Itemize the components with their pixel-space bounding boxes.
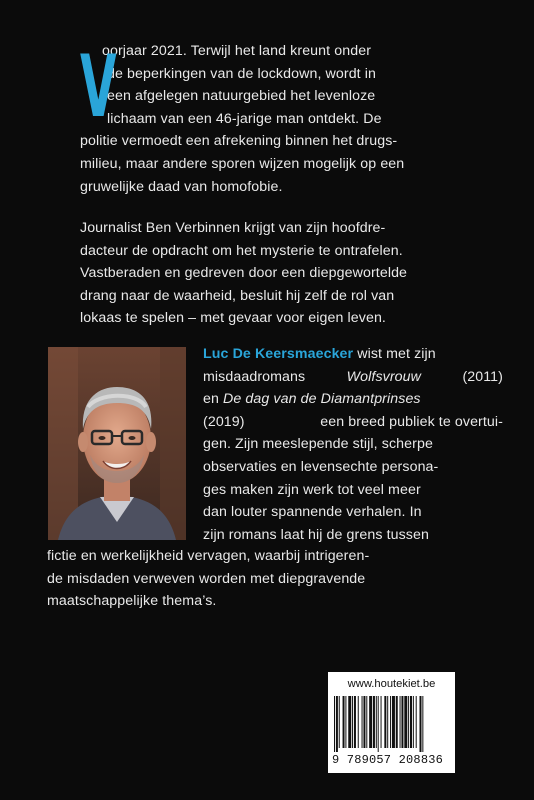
- bio-line: maatschappelijke thema’s.: [47, 593, 217, 610]
- author-bio: [203, 343, 503, 546]
- intro-line: milieu, maar andere sporen wijzen mogelijk op een: [80, 155, 405, 172]
- author-bio-continued: [47, 545, 507, 613]
- bio-line: observaties en levensechte persona-: [203, 458, 439, 475]
- bio-text: misdaadromans: [203, 368, 306, 385]
- author-photo: [48, 347, 186, 540]
- intro-line: politie vermoedt een afrekening binnen het drugs-: [80, 133, 398, 150]
- author-name: Luc De Keersmaecker: [203, 346, 354, 362]
- drop-cap: V: [80, 37, 117, 137]
- intro-line: oorjaar 2021. Terwijl het land kreunt onder: [102, 43, 372, 59]
- plot-line: dacteur de opdracht om het mysterie te ontrafelen.: [80, 242, 403, 259]
- bio-line: de misdaden verweven worden met diepgravende: [47, 570, 366, 587]
- plot-line: Journalist Ben Verbinnen krijgt van zijn hoofdre-: [80, 220, 386, 236]
- publisher-url: www.houtekiet.be: [347, 678, 436, 690]
- bio-line: gen. Zijn meeslepende stijl, scherpe: [203, 436, 433, 453]
- bio-text: (2011): [462, 368, 503, 385]
- barcode-box: [328, 672, 455, 773]
- bio-line: dan louter spannende verhalen. In: [203, 504, 422, 521]
- plot-line: Vastberaden en gedreven door een diepgewortelde: [80, 265, 408, 282]
- bio-line: [203, 366, 503, 389]
- intro-line: de beperkingen van de lockdown, wordt in: [107, 65, 377, 82]
- bio-text: en: [203, 391, 219, 408]
- barcode-icon: [333, 696, 450, 752]
- intro-paragraph: [80, 37, 500, 198]
- bio-line: ges maken zijn werk tot veel meer: [203, 481, 421, 498]
- bio-line: [203, 388, 503, 411]
- bio-text: een breed publiek te overtui-: [320, 413, 503, 430]
- bio-line: [203, 411, 503, 434]
- bio-line: zijn romans laat hij de grens tussen: [203, 526, 429, 543]
- bio-line: [203, 343, 503, 366]
- bio-line: fictie en werkelijkheid vervagen, waarbij intrigeren-: [47, 548, 370, 564]
- book-title: Wolfsvrouw: [346, 368, 421, 385]
- intro-line: een afgelegen natuurgebied het levenloze: [107, 88, 376, 105]
- intro-line: gruwelijke daad van homofobie.: [80, 178, 283, 195]
- isbn-number: 9 789057 208836: [332, 753, 444, 767]
- bio-text: (2019): [203, 413, 245, 430]
- intro-line: lichaam van een 46-jarige man ontdekt. De: [107, 110, 382, 127]
- bio-text: wist met zijn: [357, 346, 436, 362]
- book-title: De dag van de Diamantprinses: [223, 391, 421, 408]
- plot-line: lokaas te spelen – met gevaar voor eigen leven.: [80, 310, 386, 327]
- plot-line: drang naar de waarheid, besluit hij zelf de rol van: [80, 287, 395, 304]
- plot-paragraph: [80, 217, 500, 330]
